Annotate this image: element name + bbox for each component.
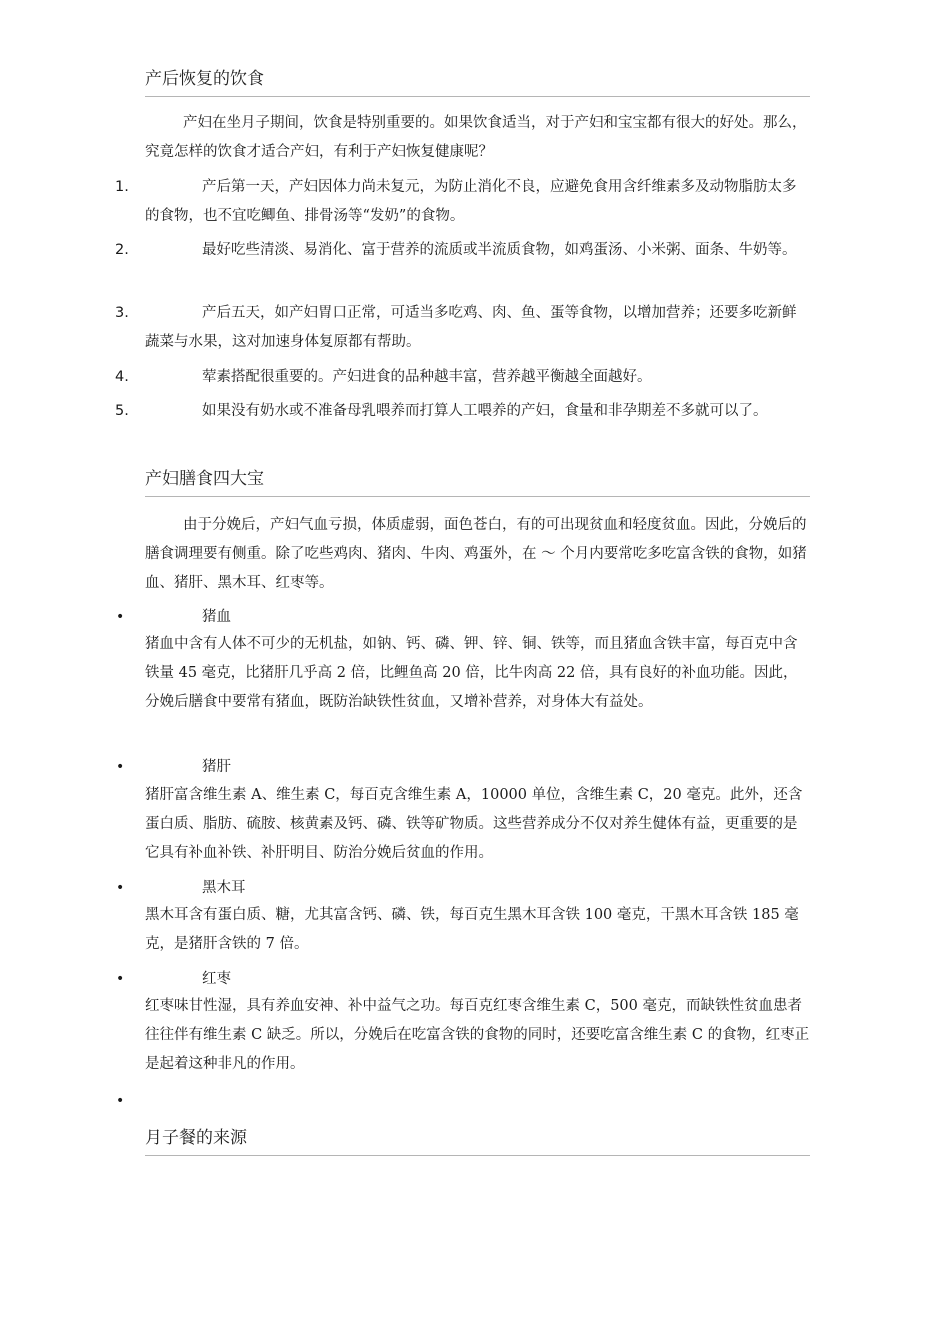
bullet-description: 红枣味甘性湿，具有养血安神、补中益气之功。每百克红枣含维生素 C，500 毫克，而缺铁性贫血患者往往伴有维生素 C 缺乏。所以，分娩后在吃富含铁的食物的同时，还要吃富含维生素 C 的食物，红枣正是起着这种非凡的作用。 [145, 998, 810, 1072]
list-number: 3. [115, 305, 129, 321]
section-intro: 产妇在坐月子期间，饮食是特别重要的。如果饮食适当，对于产妇和宝宝都有很大的好处。那么，究竟怎样的饮食才适合产妇，有利于产妇恢复健康呢？ [145, 115, 807, 160]
section-title-recovery-diet: 产后恢复的饮食 [145, 68, 810, 97]
bullet-description: 黑木耳含有蛋白质、糖，尤其富含钙、磷、铁，每百克生黑木耳含铁 100 毫克，干黑木耳含铁 185 毫克，是猪肝含铁的 7 倍。 [145, 907, 799, 952]
list-item: 荤素搭配很重要的。产妇进食的品种越丰富，营养越平衡越全面越好。 [202, 369, 652, 385]
empty-bullet-icon: • [116, 1093, 125, 1109]
bullet-icon: • [116, 759, 125, 775]
bullet-heading: 猪血 [202, 609, 231, 625]
list-item: 产后五天，如产妇胃口正常，可适当多吃鸡、肉、鱼、蛋等食物，以增加营养；还要多吃新鲜蔬菜与水果，这对加速身体复原都有帮助。 [145, 305, 797, 350]
section-title-postpartum-meal-origin: 月子餐的来源 [145, 1127, 810, 1156]
list-item: 如果没有奶水或不准备母乳喂养而打算人工喂养的产妇，食量和非孕期差不多就可以了。 [202, 403, 768, 419]
bullet-icon: • [116, 609, 125, 625]
bullet-heading: 黑木耳 [202, 880, 246, 896]
bullet-heading: 猪肝 [202, 759, 231, 775]
list-item: 产后第一天，产妇因体力尚未复元，为防止消化不良，应避免食用含纤维素多及动物脂肪太多的食物，也不宜吃鲫鱼、排骨汤等“发奶”的食物。 [145, 179, 797, 224]
list-number: 4. [115, 369, 129, 385]
bullet-heading: 红枣 [202, 971, 231, 987]
section-intro: 由于分娩后，产妇气血亏损，体质虚弱，面色苍白，有的可出现贫血和轻度贫血。因此，分娩后的膳食调理要有侧重。除了吃些鸡肉、猪肉、牛肉、鸡蛋外，在 ～ 个月内要常吃多吃富含铁的食物，如猪血、猪肝、黑木耳、红枣等。 [145, 517, 807, 591]
list-number: 1. [115, 179, 129, 195]
section-title-four-treasures: 产妇膳食四大宝 [145, 468, 810, 497]
list-number: 5. [115, 403, 129, 419]
list-item: 最好吃些清淡、易消化、富于营养的流质或半流质食物，如鸡蛋汤、小米粥、面条、牛奶等。 [202, 242, 797, 258]
bullet-icon: • [116, 880, 125, 896]
bullet-description: 猪血中含有人体不可少的无机盐，如钠、钙、磷、钾、锌、铜、铁等，而且猪血含铁丰富，每百克中含铁量 45 毫克，比猪肝几乎高 2 倍，比鲤鱼高 20 倍，比牛肉高 22 倍，具有良好的补血功能。因此，分娩后膳食中要常有猪血，既防治缺铁性贫血，又增补营养，对身体大有益处。 [145, 636, 798, 710]
bullet-icon: • [116, 971, 125, 987]
bullet-description: 猪肝富含维生素 A、维生素 C，每百克含维生素 A，10000 单位，含维生素 C，20 毫克。此外，还含蛋白质、脂肪、硫胺、核黄素及钙、磷、铁等矿物质。这些营养成分不仅对养生健体有益，更重要的是它具有补血补铁、补肝明目、防治分娩后贫血的作用。 [145, 787, 803, 861]
list-number: 2. [115, 242, 129, 258]
